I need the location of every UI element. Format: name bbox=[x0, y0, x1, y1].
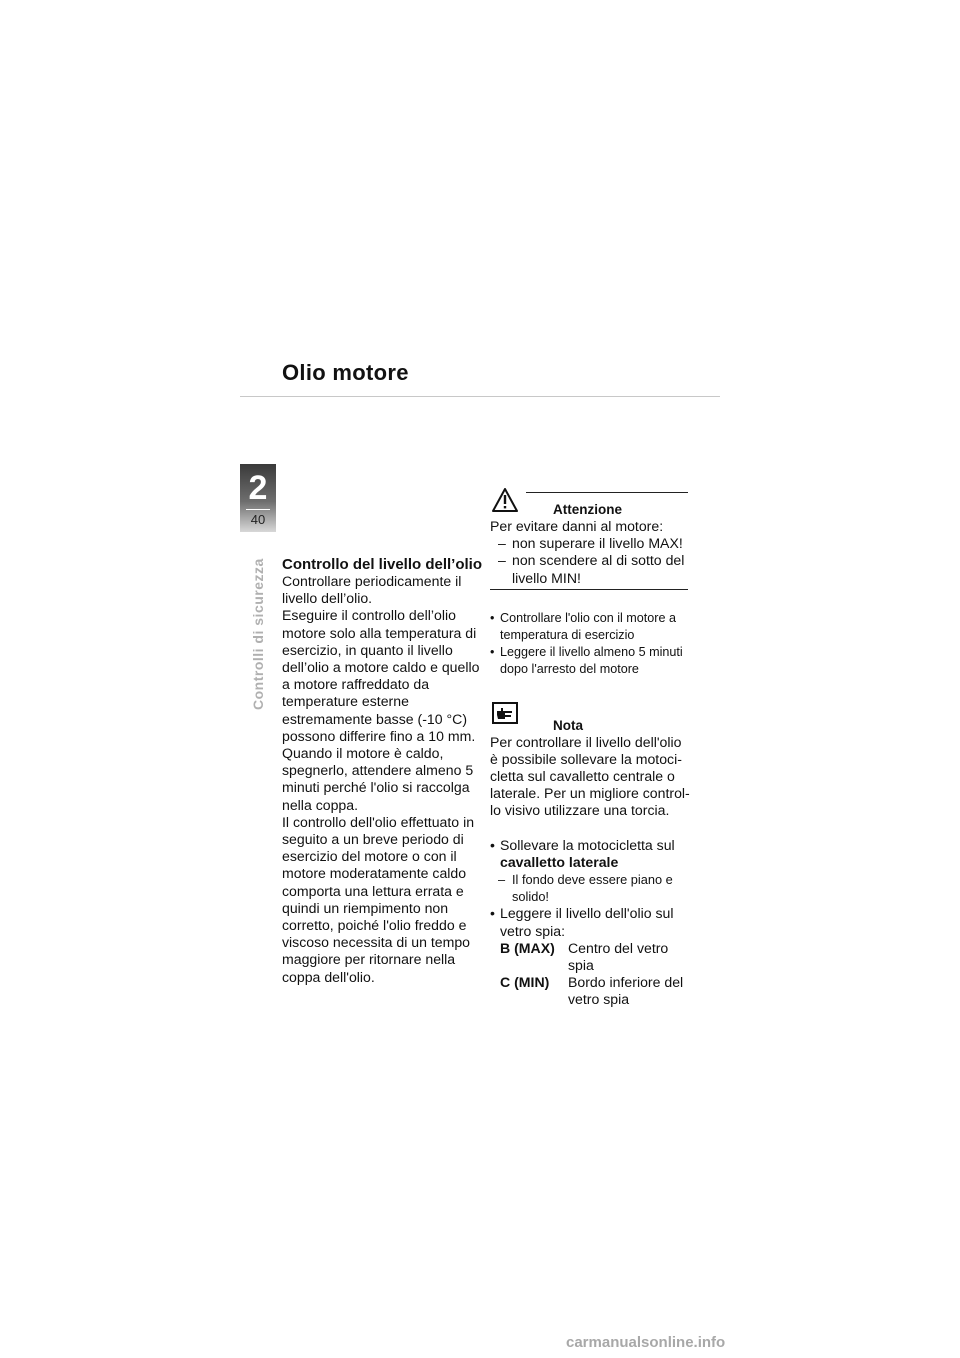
warning-triangle-icon bbox=[492, 488, 518, 512]
note-text: Per controllare il livello dell'olio è possibile sollevare la motoci-cletta sul cavalletto centrale o laterale. Per un migliore control-lo visivo utilizzare una torcia. bbox=[490, 733, 690, 819]
table-row bbox=[500, 940, 690, 974]
chapter-tab-divider bbox=[246, 509, 270, 510]
list-item: • Leggere il livello almeno 5 minuti dopo l'arresto del motore bbox=[490, 644, 690, 678]
paragraph: Eseguire il controllo dell’olio motore solo alla temperatura di esercizio, in quanto il livello dell’olio a motore caldo e quello a motore raffreddato da temperature esterne estremamente basse (-10 °C) possono differire fino a 10 mm. bbox=[282, 607, 480, 744]
side-label bbox=[250, 548, 270, 710]
left-column bbox=[282, 557, 482, 986]
warning-top-rule bbox=[526, 492, 688, 493]
sub-list bbox=[500, 871, 690, 905]
warning-box bbox=[490, 488, 690, 590]
page-title: Olio motore bbox=[282, 360, 409, 385]
list-item bbox=[490, 837, 690, 906]
side-label-text: Controlli di sicurezza bbox=[250, 558, 266, 710]
steps-list bbox=[490, 837, 690, 1009]
check-list bbox=[490, 610, 690, 679]
warning-list bbox=[490, 535, 690, 587]
level-value: Centro del vetro spia bbox=[568, 939, 669, 974]
list-item: – non scendere al di sotto del livello MIN! bbox=[490, 552, 690, 586]
note-hand-icon bbox=[492, 702, 518, 724]
right-column bbox=[490, 488, 690, 1009]
step-emphasis: cavalletto laterale bbox=[500, 853, 619, 870]
level-table bbox=[500, 940, 690, 1009]
chapter-tab bbox=[240, 464, 276, 532]
warning-title: Attenzione bbox=[553, 502, 622, 517]
page-number: 40 bbox=[250, 512, 266, 527]
paragraph: Il controllo dell'olio effettuato in seguito a un breve periodo di esercizio del motore o con il motore moderatamente caldo comporta una lettura errata e quindi un riempimento non corretto, poiché l'olio freddo e viscoso necessita di un tempo maggiore per ritornare nella coppa dell'olio. bbox=[282, 813, 475, 985]
paragraph: Controllare periodicamente il livello dell’olio. bbox=[282, 573, 462, 607]
level-value: Bordo inferiore del vetro spia bbox=[568, 974, 684, 1008]
step-text: Leggere il livello dell'olio sul vetro spia: bbox=[500, 905, 674, 939]
level-key: C (MIN) bbox=[500, 974, 550, 991]
chapter-number: 2 bbox=[248, 469, 268, 507]
warning-intro: Per evitare danni al motore: bbox=[490, 518, 664, 534]
section-heading: Controllo del livello dell’olio bbox=[282, 556, 483, 573]
note-title: Nota bbox=[553, 717, 583, 733]
watermark: carmanualsonline.info bbox=[566, 1334, 726, 1351]
warning-bottom-rule bbox=[490, 589, 688, 590]
step-text: Sollevare la motocicletta sul bbox=[500, 836, 675, 853]
list-item bbox=[490, 905, 690, 1008]
note-box bbox=[490, 702, 690, 820]
title-divider bbox=[240, 396, 720, 397]
table-row bbox=[500, 974, 690, 1008]
list-item: – non superare il livello MAX! bbox=[490, 535, 690, 552]
level-key: B (MAX) bbox=[500, 939, 555, 956]
list-item: – Il fondo deve essere piano e solido! bbox=[500, 871, 690, 905]
list-item: • Controllare l'olio con il motore a temperatura di esercizio bbox=[490, 610, 690, 644]
paragraph: Quando il motore è caldo, spegnerlo, attendere almeno 5 minuti perché l'olio si raccolga nella coppa. bbox=[282, 745, 474, 813]
